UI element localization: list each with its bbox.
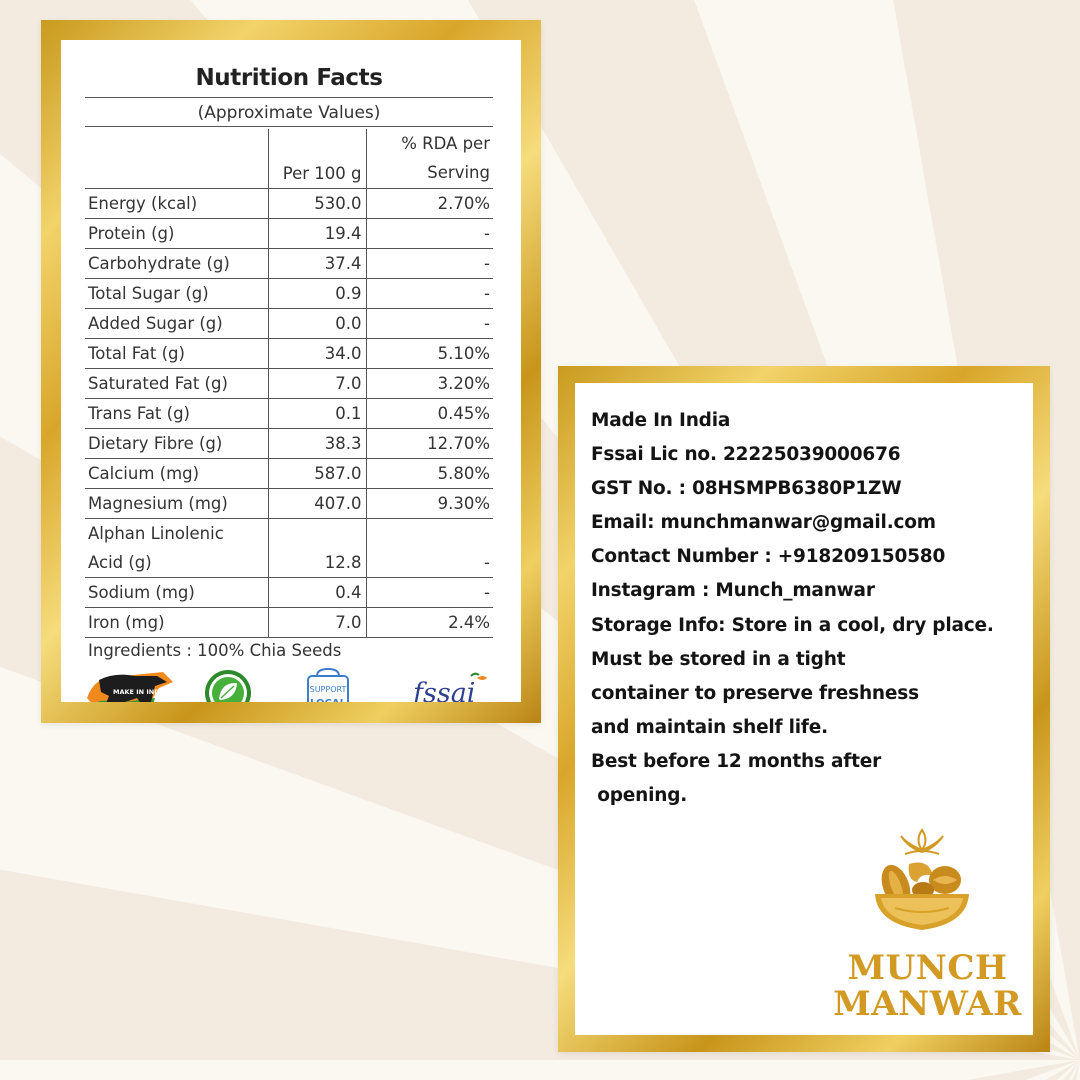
header-rda	[366, 129, 493, 188]
rda-value: -	[366, 248, 493, 278]
info-line: Contact Number : +918209150580	[591, 546, 946, 568]
per-100g-value: 530.0	[268, 188, 366, 218]
table-row	[85, 218, 493, 248]
certification-logos	[85, 666, 505, 709]
background-ray	[0, 1060, 1080, 1080]
rda-value: -	[366, 278, 493, 308]
ingredients-text: Ingredients : 100% Chia Seeds	[88, 641, 342, 660]
fssai-logo	[411, 672, 491, 709]
rda-value: 0.45%	[366, 398, 493, 428]
info-card-frame	[558, 366, 1050, 1052]
per-100g-value: 12.8	[268, 518, 366, 577]
table-row	[85, 308, 493, 338]
info-line: Fssai Lic no. 22225039000676	[591, 444, 901, 466]
nutrient-name: Magnesium (mg)	[85, 488, 268, 518]
rda-value: -	[366, 218, 493, 248]
nutrient-name: Added Sugar (g)	[85, 308, 268, 338]
table-row	[85, 398, 493, 428]
background-ray	[0, 1060, 1080, 1080]
rda-value: -	[366, 308, 493, 338]
product-info-text	[591, 404, 1031, 813]
munch-manwar-logo-icon	[863, 824, 981, 942]
rda-value: 5.80%	[366, 458, 493, 488]
per-100g-value: 0.4	[268, 577, 366, 607]
nutrient-name	[85, 518, 268, 577]
nutrient-name: Total Fat (g)	[85, 338, 268, 368]
svg-text:MAKE IN INDIA: MAKE IN INDIA	[113, 688, 168, 696]
per-100g-value: 7.0	[268, 607, 366, 637]
make-in-india-logo	[85, 668, 177, 702]
per-100g-value: 34.0	[268, 338, 366, 368]
per-100g-value: 587.0	[268, 458, 366, 488]
nutrient-name-line2: Acid (g)	[88, 552, 152, 572]
info-line: container to preserve freshness	[591, 682, 919, 704]
info-line: and maintain shelf life.	[591, 716, 828, 738]
nutrient-name: Iron (mg)	[85, 607, 268, 637]
header-per-100g: Per 100 g	[268, 129, 366, 188]
info-line: Must be stored in a tight	[591, 648, 846, 670]
svg-text:fssai: fssai	[413, 678, 476, 709]
nutrient-name: Dietary Fibre (g)	[85, 428, 268, 458]
rda-value: -	[366, 518, 493, 577]
info-line: Best before 12 months after	[591, 750, 882, 772]
nutrition-table	[85, 129, 493, 638]
table-row	[85, 488, 493, 518]
per-100g-value: 407.0	[268, 488, 366, 518]
nutrient-name: Trans Fat (g)	[85, 398, 268, 428]
table-row	[85, 607, 493, 637]
rda-value: 5.10%	[366, 338, 493, 368]
rda-value: 3.20%	[366, 368, 493, 398]
per-100g-value: 38.3	[268, 428, 366, 458]
rda-value: -	[366, 577, 493, 607]
nutrient-name: Calcium (mg)	[85, 458, 268, 488]
info-line: Instagram : Munch_manwar	[591, 580, 875, 602]
info-line: GST No. : 08HSMPB6380P1ZW	[591, 478, 902, 500]
eco-leaf-badge-icon	[201, 668, 255, 702]
table-row	[85, 577, 493, 607]
header-rda-line2: Serving	[427, 163, 490, 182]
per-100g-value: 0.1	[268, 398, 366, 428]
nutrient-name: Carbohydrate (g)	[85, 248, 268, 278]
table-row	[85, 278, 493, 308]
per-100g-value: 19.4	[268, 218, 366, 248]
rda-value: 12.70%	[366, 428, 493, 458]
nutrient-name: Saturated Fat (g)	[85, 368, 268, 398]
nutrient-name-line1: Alphan Linolenic	[88, 523, 224, 543]
table-row	[85, 248, 493, 278]
support-local-logo	[303, 666, 353, 709]
svg-text:LOCAL: LOCAL	[310, 698, 346, 709]
info-line: Email: munchmanwar@gmail.com	[591, 512, 936, 534]
nutrition-card-frame	[41, 20, 541, 723]
nutrition-card	[61, 40, 521, 709]
table-row	[85, 368, 493, 398]
info-line: opening.	[591, 785, 688, 807]
table-row	[85, 188, 493, 218]
background-ray	[328, 1060, 1080, 1080]
per-100g-value: 0.9	[268, 278, 366, 308]
per-100g-value: 7.0	[268, 368, 366, 398]
table-row	[85, 338, 493, 368]
rda-value: 2.4%	[366, 607, 493, 637]
info-line: Storage Info: Store in a cool, dry place.	[591, 614, 994, 636]
brand-name-line1: MUNCH	[847, 948, 1008, 988]
table-row	[85, 428, 493, 458]
per-100g-value: 0.0	[268, 308, 366, 338]
brand-name-line2: MANWAR	[833, 984, 1022, 1024]
nutrition-subtitle: (Approximate Values)	[85, 97, 493, 127]
header-nutrient-cell	[85, 129, 268, 188]
nutrient-name: Protein (g)	[85, 218, 268, 248]
rda-value: 9.30%	[366, 488, 493, 518]
rda-value: 2.70%	[366, 188, 493, 218]
info-line: Made In India	[591, 410, 731, 431]
nutrient-name: Sodium (mg)	[85, 577, 268, 607]
info-card	[575, 383, 1033, 1035]
table-row	[85, 518, 493, 577]
background-ray	[0, 1060, 1080, 1080]
nutrition-title: Nutrition Facts	[195, 65, 383, 91]
per-100g-value: 37.4	[268, 248, 366, 278]
nutrient-name: Energy (kcal)	[85, 188, 268, 218]
nutrient-name: Total Sugar (g)	[85, 278, 268, 308]
header-rda-line1: % RDA per	[401, 134, 490, 153]
svg-text:SUPPORT: SUPPORT	[309, 685, 347, 694]
table-header-row	[85, 129, 493, 188]
table-row	[85, 458, 493, 488]
